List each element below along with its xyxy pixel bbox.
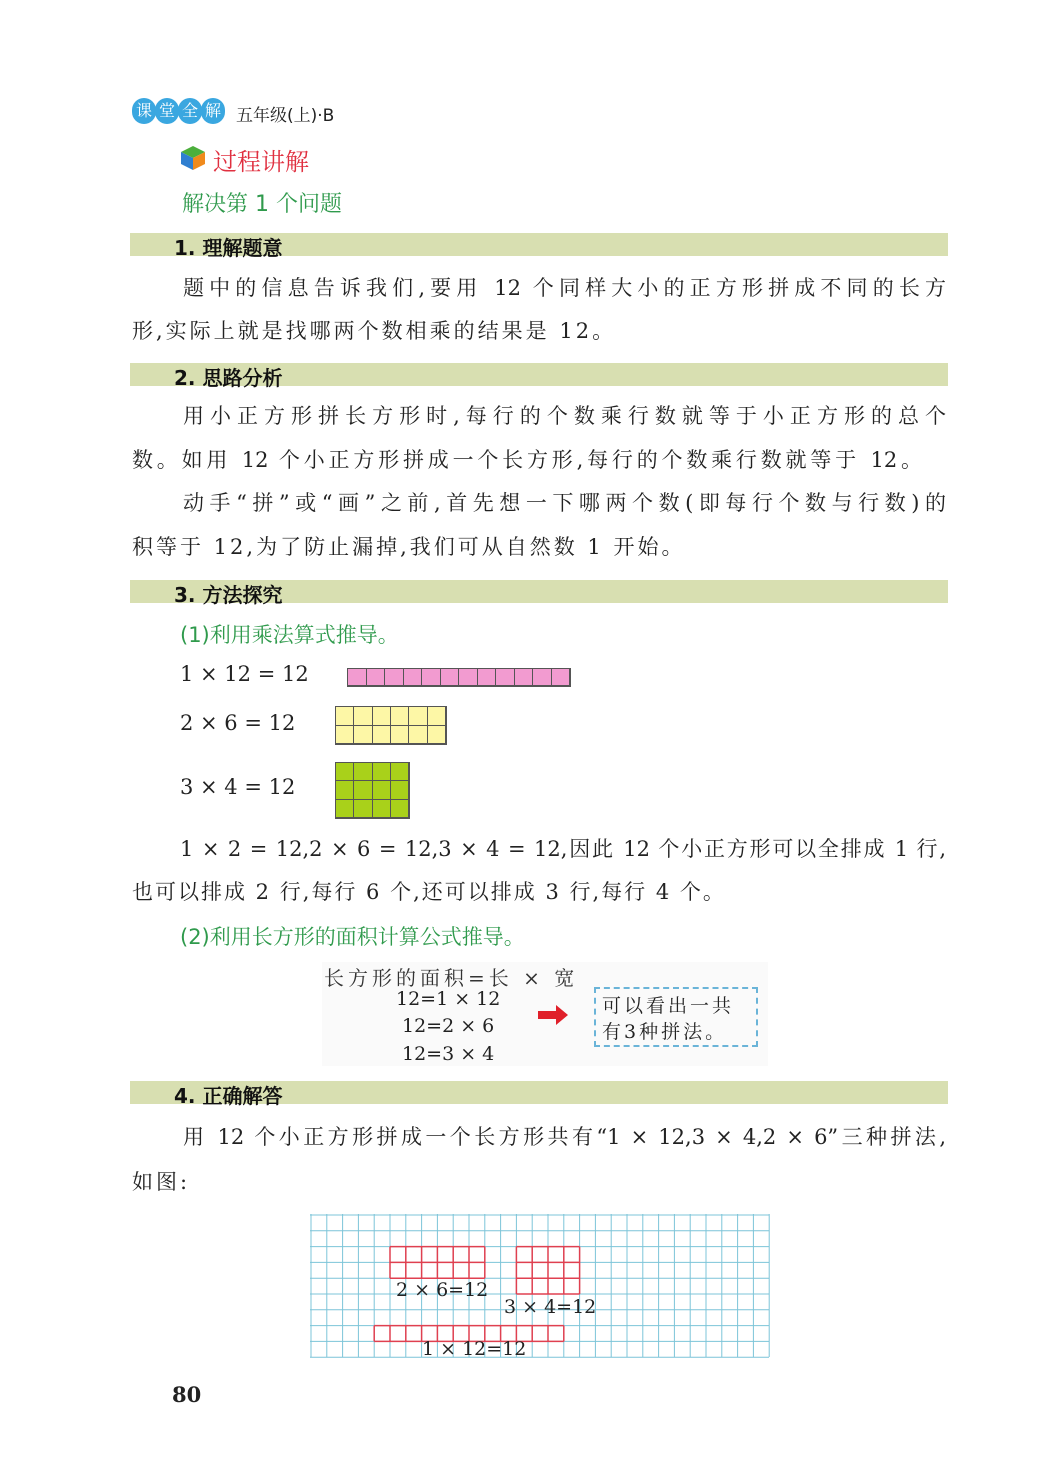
step-heading: 3. 方法探究 bbox=[174, 583, 283, 607]
equation: 1 × 12 = 12 bbox=[180, 662, 309, 686]
tile-cell bbox=[440, 668, 460, 686]
text-line: 题中的信息告诉我们,要用 12 个同样大小的正方形拼成不同的长方 bbox=[183, 276, 946, 300]
tile-cell bbox=[408, 706, 427, 726]
step-bar bbox=[130, 233, 948, 260]
section-title: 过程讲解 bbox=[213, 148, 309, 176]
method-1-title: (1)利用乘法算式推导。 bbox=[180, 623, 399, 647]
tile-cell bbox=[353, 799, 372, 818]
step-bar bbox=[130, 363, 948, 390]
logo-char: 解 bbox=[201, 98, 225, 124]
grid-label: 1 × 12=12 bbox=[422, 1338, 527, 1360]
formula-title: 长方形的面积=长 × 宽 bbox=[324, 966, 579, 990]
tile-cell bbox=[353, 706, 372, 726]
tile-cell bbox=[427, 706, 446, 726]
tile-rectangle-3x4 bbox=[335, 762, 410, 819]
tile-cell bbox=[390, 799, 409, 818]
text-line: 动手“拼”或“画”之前,首先想一下哪两个数(即每行个数与行数)的 bbox=[183, 491, 946, 515]
tile-cell bbox=[372, 762, 391, 781]
tile-cell bbox=[335, 799, 354, 818]
grid-label: 2 × 6=12 bbox=[396, 1279, 489, 1301]
page-number: 80 bbox=[172, 1382, 202, 1407]
text-line: 形,实际上就是找哪两个数相乘的结果是 12。 bbox=[132, 319, 617, 343]
logo-char: 堂 bbox=[155, 98, 179, 124]
tile-cell bbox=[551, 668, 571, 686]
tile-cell bbox=[372, 706, 391, 726]
tile-rectangle-2x6 bbox=[335, 706, 447, 745]
tile-cell bbox=[390, 706, 409, 726]
conclusion-line: 有3种拼法。 bbox=[602, 1021, 728, 1043]
tile-cell bbox=[477, 668, 497, 686]
step-bar bbox=[130, 580, 948, 607]
text-line: 数。如用 12 个小正方形拼成一个长方形,每行的个数乘行数就等于 12。 bbox=[132, 448, 922, 472]
tile-cell bbox=[353, 762, 372, 781]
equation: 2 × 6 = 12 bbox=[180, 711, 296, 735]
tile-cell bbox=[403, 668, 423, 686]
tile-cell bbox=[532, 668, 552, 686]
grade-label: 五年级(上)·B bbox=[236, 106, 335, 126]
tile-cell bbox=[390, 762, 409, 781]
formula-row: 12=1 × 12 bbox=[396, 988, 501, 1010]
tile-cell bbox=[335, 706, 354, 726]
conclusion-box bbox=[594, 987, 758, 1047]
step-bar bbox=[130, 1081, 948, 1108]
tile-cell bbox=[366, 668, 386, 686]
tile-cell bbox=[458, 668, 478, 686]
logo-char: 全 bbox=[178, 98, 202, 124]
formula-panel bbox=[322, 962, 768, 1066]
step-heading: 1. 理解题意 bbox=[174, 236, 283, 260]
text-line: 用小正方形拼长方形时,每行的个数乘行数就等于小正方形的总个 bbox=[183, 404, 946, 428]
grid-paper-figure bbox=[310, 1214, 770, 1358]
tile-cell bbox=[335, 762, 354, 781]
tile-cell bbox=[514, 668, 534, 686]
tile-cell bbox=[372, 799, 391, 818]
method-2-title: (2)利用长方形的面积计算公式推导。 bbox=[180, 925, 525, 949]
tile-cell bbox=[372, 725, 391, 745]
tile-cell bbox=[384, 668, 404, 686]
tile-cell bbox=[347, 668, 367, 686]
formula-row: 12=3 × 4 bbox=[402, 1043, 495, 1065]
step-heading: 2. 思路分析 bbox=[174, 366, 283, 390]
tile-cell bbox=[495, 668, 515, 686]
conclusion-line: 可以看出一共 bbox=[602, 995, 735, 1017]
text-line: 1 × 2 = 12,2 × 6 = 12,3 × 4 = 12,因此 12 个小正方形可以全排成 1 行, bbox=[180, 837, 946, 861]
book-logo bbox=[132, 98, 224, 124]
formula-row: 12=2 × 6 bbox=[402, 1015, 495, 1037]
tile-cell bbox=[390, 725, 409, 745]
problem-title: 解决第 1 个问题 bbox=[182, 192, 342, 217]
tile-cell bbox=[335, 780, 354, 799]
tile-cell bbox=[390, 780, 409, 799]
arrow-right-icon bbox=[538, 1005, 570, 1025]
tile-rectangle-1x12 bbox=[347, 668, 571, 687]
text-line: 用 12 个小正方形拼成一个长方形共有“1 × 12,3 × 4,2 × 6”三种拼法, bbox=[183, 1125, 946, 1149]
text-line: 积等于 12,为了防止漏掉,我们可从自然数 1 开始。 bbox=[132, 535, 686, 559]
text-line: 也可以排成 2 行,每行 6 个,还可以排成 3 行,每行 4 个。 bbox=[132, 880, 726, 904]
equation: 3 × 4 = 12 bbox=[180, 775, 296, 799]
tile-cell bbox=[353, 725, 372, 745]
logo-char: 课 bbox=[132, 98, 156, 124]
cube-icon bbox=[180, 145, 206, 171]
text-line: 如图: bbox=[132, 1170, 191, 1194]
step-heading: 4. 正确解答 bbox=[174, 1084, 283, 1108]
tile-cell bbox=[427, 725, 446, 745]
tile-cell bbox=[353, 780, 372, 799]
tile-cell bbox=[421, 668, 441, 686]
tile-cell bbox=[372, 780, 391, 799]
tile-cell bbox=[335, 725, 354, 745]
tile-cell bbox=[408, 725, 427, 745]
grid-label: 3 × 4=12 bbox=[504, 1296, 597, 1318]
